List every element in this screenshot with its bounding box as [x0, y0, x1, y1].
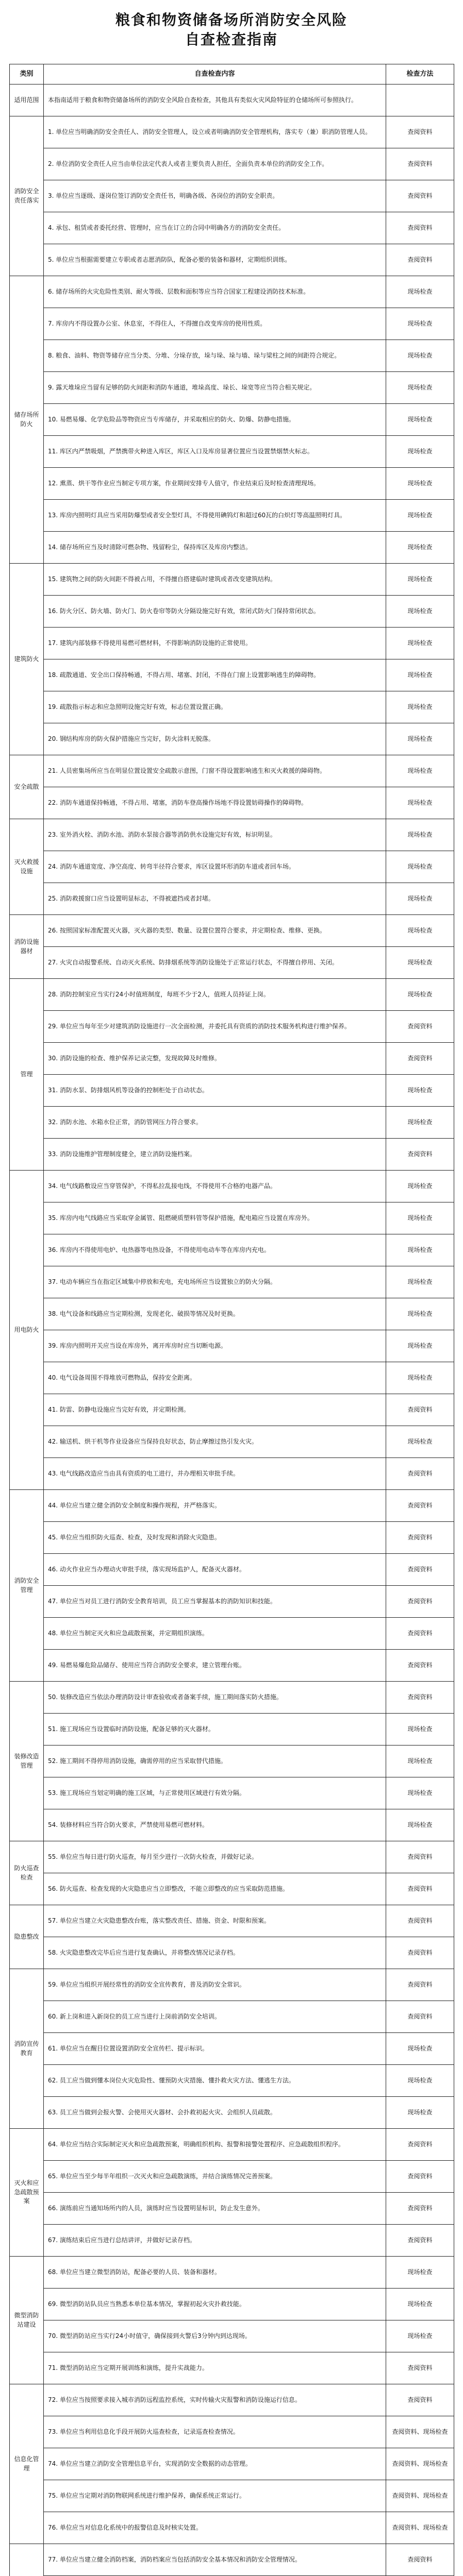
table-row [10, 2065, 454, 2097]
method-cell: 查阅资料 [386, 2352, 454, 2384]
table-row [10, 1490, 454, 1522]
table-row [10, 2097, 454, 2129]
document-title [0, 0, 463, 58]
content-cell: 24. 消防车通道宽度、净空高度、转弯半径符合要求，库区设置环形消防车道或者回车场。 [44, 851, 386, 883]
table-row [10, 404, 454, 436]
table-row [10, 1745, 454, 1777]
table-row [10, 1714, 454, 1745]
table-row [10, 2001, 454, 2033]
table-header-row [10, 64, 454, 84]
table-row [10, 1458, 454, 1490]
content-cell: 5. 单位应当根据需要建立专职或者志愿消防队，配备必要的装备和器材，定期组织训练。 [44, 244, 386, 276]
method-cell [386, 84, 454, 116]
table-body [10, 84, 454, 2576]
table-row [10, 628, 454, 659]
table-row [10, 691, 454, 723]
content-cell: 18. 疏散通道、安全出口保持畅通，不得占用、堵塞、封闭，不得在门窗上设置影响逃生的障碍物。 [44, 659, 386, 691]
table-row [10, 180, 454, 212]
method-cell: 现场检查 [386, 2065, 454, 2097]
table-row [10, 2225, 454, 2257]
content-cell: 45. 单位应当组织防火巡查、检查，及时发现和消除火灾隐患。 [44, 1522, 386, 1554]
content-cell: 10. 易燃易爆、化学危险品等物资应当专库储存，并采取相应的防火、防爆、防静电措施。 [44, 404, 386, 436]
table-row [10, 2129, 454, 2161]
method-cell: 现场检查 [386, 1298, 454, 1330]
content-cell: 38. 电气设备和线路应当定期检测，发现老化、破损等情况及时更换。 [44, 1298, 386, 1330]
content-cell: 69. 微型消防站队员应当熟悉本单位基本情况，掌握初起火灾扑救技能。 [44, 2289, 386, 2320]
table-row [10, 2257, 454, 2289]
category-cell: 隐患整改 [10, 1905, 44, 1969]
method-cell: 查阅资料 [386, 1011, 454, 1043]
method-cell: 查阅资料 [386, 1873, 454, 1905]
content-cell: 25. 消防救援窗口应当设置明显标志，不得被遮挡或者封堵。 [44, 883, 386, 915]
table-row [10, 787, 454, 819]
method-cell: 现场检查 [386, 659, 454, 691]
table-row [10, 1937, 454, 1969]
table-row [10, 212, 454, 244]
table-row [10, 244, 454, 276]
method-cell: 查阅资料 [386, 1139, 454, 1171]
table-row [10, 1234, 454, 1266]
table-row [10, 979, 454, 1011]
content-cell: 43. 电气线路改造应当由具有资质的电工进行，并办理相关审批手续。 [44, 1458, 386, 1490]
method-cell: 查阅资料 [386, 2544, 454, 2576]
table-row [10, 1905, 454, 1937]
table-row [10, 915, 454, 947]
method-cell: 现场检查 [386, 1777, 454, 1809]
method-cell: 现场检查 [386, 2097, 454, 2129]
method-cell: 现场检查 [386, 1426, 454, 1458]
checklist-table [9, 64, 454, 2576]
table-row [10, 755, 454, 787]
content-cell: 30. 消防设施的检查、维护保养记录完整，发现故障及时维修。 [44, 1043, 386, 1075]
table-row [10, 1202, 454, 1234]
table-row [10, 372, 454, 404]
table-row [10, 947, 454, 979]
category-cell: 储存场所防火 [10, 276, 44, 564]
content-cell: 16. 防火分区、防火墙、防火门、防火卷帘等防火分隔设施完好有效，常闭式防火门保持常闭状态。 [44, 596, 386, 628]
table-row [10, 659, 454, 691]
category-cell: 建筑防火 [10, 564, 44, 755]
content-cell: 59. 单位应当组织开展经常性的消防安全宣传教育，普及消防安全常识。 [44, 1969, 386, 2001]
table-row [10, 1330, 454, 1362]
content-cell: 36. 库房内不得使用电炉、电热器等电热设备，不得使用电动车等在库房内充电。 [44, 1234, 386, 1266]
content-cell: 15. 建筑物之间的防火间距不得被占用，不得擅自搭建临时建筑或者改变建筑结构。 [44, 564, 386, 596]
content-cell: 32. 消防水池、水箱水位正常，消防管网压力符合要求。 [44, 1107, 386, 1139]
method-cell: 查阅资料 [386, 2001, 454, 2033]
method-cell: 现场检查 [386, 883, 454, 915]
method-cell: 现场检查 [386, 787, 454, 819]
method-cell: 现场检查 [386, 1107, 454, 1139]
method-cell: 现场检查 [386, 1266, 454, 1298]
content-cell: 33. 消防设施维护管理制度健全，建立消防设施档案。 [44, 1139, 386, 1171]
method-cell: 现场检查 [386, 1714, 454, 1745]
content-cell: 39. 库房内照明开关应当设在库房外，离开库房时应当切断电源。 [44, 1330, 386, 1362]
category-cell: 消防设施器材 [10, 915, 44, 979]
header-method: 检查方法 [386, 64, 454, 84]
content-cell: 72. 单位应当按照要求接入城市消防远程监控系统，实时传输火灾报警和消防设施运行信息。 [44, 2384, 386, 2416]
content-cell: 34. 电气线路敷设应当穿管保护，不得私拉乱接电线，不得使用不合格的电器产品。 [44, 1171, 386, 1202]
table-row [10, 1171, 454, 1202]
table-row [10, 1075, 454, 1107]
method-cell: 查阅资料 [386, 2384, 454, 2416]
content-cell: 73. 单位应当利用信息化手段开展防火巡查检查，记录巡查检查情况。 [44, 2416, 386, 2448]
content-cell: 4. 承包、租赁或者委托经营、管理时，应当在订立的合同中明确各方的消防安全责任。 [44, 212, 386, 244]
table-row [10, 1107, 454, 1139]
method-cell: 查阅资料、现场检查 [386, 2480, 454, 2512]
table-row [10, 1139, 454, 1171]
content-cell: 35. 库房内电气线路应当采取穿金属管、阻燃硬质塑料管等保护措施，配电箱应当设置在库房外。 [44, 1202, 386, 1234]
category-cell: 安全疏散 [10, 755, 44, 819]
content-cell: 3. 单位应当逐级、逐岗位签订消防安全责任书，明确各级、各岗位的消防安全职责。 [44, 180, 386, 212]
method-cell: 现场检查 [386, 1362, 454, 1394]
method-cell: 查阅资料 [386, 1682, 454, 1714]
content-cell: 68. 单位应当建立微型消防站，配备必要的人员、装备和器材。 [44, 2257, 386, 2289]
method-cell: 现场检查 [386, 2033, 454, 2065]
category-cell: 装修改造管理 [10, 1682, 44, 1841]
table-row [10, 2193, 454, 2225]
method-cell: 现场检查 [386, 2257, 454, 2289]
method-cell: 查阅资料 [386, 1841, 454, 1873]
method-cell: 查阅资料 [386, 1043, 454, 1075]
content-cell: 21. 人员密集场所应当在明显位置设置安全疏散示意图，门窗不得设置影响逃生和灭火救援的障碍物。 [44, 755, 386, 787]
content-cell: 42. 输送机、烘干机等作业设备应当保持良好状态，防止摩擦过热引发火灾。 [44, 1426, 386, 1458]
content-cell: 11. 库区内严禁吸烟，严禁携带火种进入库区，库区入口及库房显著位置应当设置禁烟禁火标志。 [44, 436, 386, 468]
method-cell: 现场检查 [386, 276, 454, 308]
header-category: 类别 [10, 64, 44, 84]
content-cell: 23. 室外消火栓、消防水池、消防水泵接合器等消防供水设施完好有效，标识明显。 [44, 819, 386, 851]
content-cell: 41. 防雷、防静电设施应当完好有效，并定期检测。 [44, 1394, 386, 1426]
content-cell: 53. 施工现场应当划定明确的施工区域，与正常使用区域进行有效分隔。 [44, 1777, 386, 1809]
method-cell: 现场检查 [386, 691, 454, 723]
content-cell: 6. 储存场所的火灾危险性类别、耐火等级、层数和面积等应当符合国家工程建设消防技术标准。 [44, 276, 386, 308]
content-cell: 20. 钢结构库房的防火保护措施应当完好，防火涂料无脱落。 [44, 723, 386, 755]
content-cell: 37. 电动车辆应当在指定区域集中停放和充电，充电场所应当设置独立的防火分隔。 [44, 1266, 386, 1298]
method-cell: 查阅资料 [386, 2225, 454, 2257]
method-cell: 现场检查 [386, 468, 454, 500]
method-cell: 现场检查 [386, 1075, 454, 1107]
content-cell: 63. 员工应当做到会报火警、会使用灭火器材、会扑救初起火灾、会组织人员疏散。 [44, 2097, 386, 2129]
content-cell: 22. 消防车通道保持畅通，不得占用、堵塞，消防车登高操作场地不得设置妨碍操作的障碍物。 [44, 787, 386, 819]
method-cell: 查阅资料 [386, 1905, 454, 1937]
method-cell: 查阅资料 [386, 1522, 454, 1554]
table-row [10, 308, 454, 340]
method-cell: 查阅资料、现场检查 [386, 2512, 454, 2544]
table-row [10, 436, 454, 468]
method-cell: 现场检查 [386, 2289, 454, 2320]
method-cell: 查阅资料 [386, 1554, 454, 1586]
method-cell: 查阅资料 [386, 1650, 454, 1682]
content-cell: 17. 建筑内部装修不得使用易燃可燃材料，不得影响消防设施的正常使用。 [44, 628, 386, 659]
category-cell: 消防安全责任落实 [10, 116, 44, 276]
content-cell: 19. 疏散指示标志和应急照明设施完好有效，标志位置设置正确。 [44, 691, 386, 723]
table-row [10, 1554, 454, 1586]
table-row [10, 500, 454, 532]
content-cell: 14. 储存场所应当及时清除可燃杂物、残留粉尘，保持库区及库房内整洁。 [44, 532, 386, 564]
method-cell: 现场检查 [386, 596, 454, 628]
category-cell: 消防安全管理 [10, 1490, 44, 1682]
table-row [10, 1586, 454, 1618]
category-cell: 信息化管理 [10, 2384, 44, 2544]
method-cell: 现场检查 [386, 2320, 454, 2352]
method-cell: 现场检查 [386, 532, 454, 564]
table-row [10, 1841, 454, 1873]
content-cell: 70. 微型消防站应当实行24小时值守，确保接到火警后3分钟内到达现场。 [44, 2320, 386, 2352]
method-cell: 现场检查 [386, 1202, 454, 1234]
table-row [10, 1873, 454, 1905]
header-content: 自查检查内容 [44, 64, 386, 84]
table-row [10, 340, 454, 372]
content-cell: 47. 单位应当对员工进行消防安全教育培训，员工应当掌握基本的消防知识和技能。 [44, 1586, 386, 1618]
category-cell: 适用范围 [10, 84, 44, 116]
method-cell: 查阅资料 [386, 244, 454, 276]
table-row [10, 596, 454, 628]
table-row [10, 851, 454, 883]
table-row [10, 883, 454, 915]
content-cell: 65. 单位应当至少每半年组织一次灭火和应急疏散演练，并结合演练情况完善预案。 [44, 2161, 386, 2193]
table-row [10, 2544, 454, 2576]
method-cell: 现场检查 [386, 1330, 454, 1362]
method-cell: 现场检查 [386, 372, 454, 404]
category-cell: 用电防火 [10, 1171, 44, 1490]
table-row [10, 84, 454, 116]
table-row [10, 532, 454, 564]
method-cell: 查阅资料 [386, 212, 454, 244]
method-cell: 现场检查 [386, 755, 454, 787]
title-line-1: 粮食和物资储备场所消防安全风险 [115, 11, 348, 28]
table-row [10, 1809, 454, 1841]
content-cell: 54. 装修材料应当符合防火要求，严禁使用易燃可燃材料。 [44, 1809, 386, 1841]
table-row [10, 2033, 454, 2065]
content-cell: 52. 施工期间不得停用消防设施，确需停用的应当采取替代措施。 [44, 1745, 386, 1777]
method-cell: 现场检查 [386, 628, 454, 659]
content-cell: 56. 防火巡查、检查发现的火灾隐患应当立即整改，不能立即整改的应当采取防范措施。 [44, 1873, 386, 1905]
content-cell: 49. 易燃易爆危险品储存、使用应当符合消防安全要求，建立管理台账。 [44, 1650, 386, 1682]
method-cell: 现场检查 [386, 1171, 454, 1202]
table-row [10, 2480, 454, 2512]
method-cell: 查阅资料 [386, 1618, 454, 1650]
method-cell: 查阅资料 [386, 1458, 454, 1490]
table-row [10, 116, 454, 148]
table-row [10, 1266, 454, 1298]
table-row [10, 1011, 454, 1043]
table-row [10, 2320, 454, 2352]
category-cell: 消防宣传教育 [10, 1969, 44, 2129]
table-row [10, 819, 454, 851]
method-cell: 查阅资料 [386, 1394, 454, 1426]
table-row [10, 564, 454, 596]
content-cell: 55. 单位应当每日进行防火巡查，每月至少进行一次防火检查，并做好记录。 [44, 1841, 386, 1873]
table-row [10, 723, 454, 755]
content-cell: 本指南适用于粮食和物资储备场所的消防安全风险自查检查，其他具有类似火灾风险特征的仓储场所可参照执行。 [44, 84, 386, 116]
method-cell: 查阅资料 [386, 116, 454, 148]
content-cell: 51. 施工现场应当设置临时消防设施，配备足够的灭火器材。 [44, 1714, 386, 1745]
table-row [10, 1522, 454, 1554]
table-row [10, 1650, 454, 1682]
table-row [10, 276, 454, 308]
content-cell: 71. 微型消防站应当定期开展训练和演练，提升实战能力。 [44, 2352, 386, 2384]
table-row [10, 2512, 454, 2544]
content-cell: 44. 单位应当建立健全消防安全制度和操作规程，并严格落实。 [44, 1490, 386, 1522]
method-cell: 查阅资料、现场检查 [386, 2416, 454, 2448]
method-cell: 现场检查 [386, 979, 454, 1011]
method-cell: 现场检查 [386, 851, 454, 883]
table-row [10, 1426, 454, 1458]
table-row [10, 2161, 454, 2193]
content-cell: 60. 新上岗和进入新岗位的员工应当进行上岗前消防安全培训。 [44, 2001, 386, 2033]
method-cell: 查阅资料 [386, 2193, 454, 2225]
content-cell: 50. 装修改造应当依法办理消防设计审查验收或者备案手续，施工期间落实防火措施。 [44, 1682, 386, 1714]
method-cell: 查阅资料 [386, 2161, 454, 2193]
method-cell: 查阅资料 [386, 2129, 454, 2161]
method-cell: 现场检查 [386, 1809, 454, 1841]
table-row [10, 1618, 454, 1650]
method-cell: 现场检查 [386, 340, 454, 372]
method-cell: 查阅资料 [386, 1490, 454, 1522]
content-cell: 67. 演练结束后应当进行总结讲评，并做好记录存档。 [44, 2225, 386, 2257]
table-row [10, 1394, 454, 1426]
content-cell: 77. 单位应当建立健全消防档案，消防档案应当包括消防安全基本情况和消防安全管理情况。 [44, 2544, 386, 2576]
method-cell: 查阅资料 [386, 148, 454, 180]
content-cell: 62. 员工应当做到懂本岗位火灾危险性、懂预防火灾措施、懂扑救火灾方法、懂逃生方法。 [44, 2065, 386, 2097]
content-cell: 46. 动火作业应当办理动火审批手续，落实现场监护人，配备灭火器材。 [44, 1554, 386, 1586]
method-cell: 现场检查 [386, 1745, 454, 1777]
method-cell: 查阅资料、现场检查 [386, 2448, 454, 2480]
content-cell: 13. 库房内照明灯具应当采用防爆型或者安全型灯具，不得使用碘钨灯和超过60瓦的白炽灯等高温照明灯具。 [44, 500, 386, 532]
method-cell: 查阅资料 [386, 1969, 454, 2001]
table-row [10, 2416, 454, 2448]
method-cell: 现场检查 [386, 436, 454, 468]
content-cell: 48. 单位应当制定灭火和应急疏散预案，并定期组织演练。 [44, 1618, 386, 1650]
method-cell: 现场检查 [386, 819, 454, 851]
table-row [10, 148, 454, 180]
content-cell: 76. 单位应当对信息化系统中的报警信息及时核实处置。 [44, 2512, 386, 2544]
method-cell: 现场检查 [386, 947, 454, 979]
method-cell: 现场检查 [386, 1234, 454, 1266]
category-cell [10, 2544, 44, 2576]
table-row [10, 2448, 454, 2480]
method-cell: 查阅资料 [386, 180, 454, 212]
table-row [10, 1777, 454, 1809]
content-cell: 7. 库房内不得设置办公室、休息室，不得住人，不得擅自改变库房的使用性质。 [44, 308, 386, 340]
table-row [10, 2384, 454, 2416]
table-row [10, 2352, 454, 2384]
content-cell: 27. 火灾自动报警系统、自动灭火系统、防排烟系统等消防设施处于正常运行状态，不得擅自停用、关闭。 [44, 947, 386, 979]
category-cell: 防火巡查检查 [10, 1841, 44, 1905]
content-cell: 26. 按照国家标准配置灭火器，灭火器的类型、数量、设置位置符合要求，并定期检查、维修、更换。 [44, 915, 386, 947]
content-cell: 2. 单位消防安全责任人应当由单位法定代表人或者主要负责人担任，全面负责本单位的消防安全工作。 [44, 148, 386, 180]
method-cell: 现场检查 [386, 723, 454, 755]
table-row [10, 1362, 454, 1394]
content-cell: 61. 单位应当在醒目位置设置消防安全宣传栏、提示标识。 [44, 2033, 386, 2065]
category-cell: 管理 [10, 979, 44, 1171]
content-cell: 8. 粮食、油料、物资等储存应当分类、分堆、分垛存放，垛与垛、垛与墙、垛与梁柱之间的间距符合规定。 [44, 340, 386, 372]
table-row [10, 1298, 454, 1330]
content-cell: 66. 演练前应当通知场所内的人员，演练时应当设置明显标识，防止发生意外。 [44, 2193, 386, 2225]
content-cell: 40. 电气设备周围不得堆放可燃物品，保持安全距离。 [44, 1362, 386, 1394]
content-cell: 28. 消防控制室应当实行24小时值班制度，每班不少于2人，值班人员持证上岗。 [44, 979, 386, 1011]
method-cell: 现场检查 [386, 915, 454, 947]
method-cell: 查阅资料 [386, 1937, 454, 1969]
method-cell: 现场检查 [386, 308, 454, 340]
content-cell: 64. 单位应当结合实际制定灭火和应急疏散预案，明确组织机构、报警和接警处置程序、应急疏散组织程序。 [44, 2129, 386, 2161]
content-cell: 1. 单位应当明确消防安全责任人、消防安全管理人，设立或者明确消防安全管理机构，落实专（兼）职消防管理人员。 [44, 116, 386, 148]
content-cell: 9. 露天堆垛应当留有足够的防火间距和消防车通道，堆垛高度、垛长、垛宽等应当符合相关规定。 [44, 372, 386, 404]
table-row [10, 2289, 454, 2320]
method-cell: 现场检查 [386, 500, 454, 532]
category-cell: 灭火和应急疏散预案 [10, 2129, 44, 2257]
method-cell: 现场检查 [386, 404, 454, 436]
content-cell: 75. 单位应当定期对消防物联网系统进行维护保养，确保系统正常运行。 [44, 2480, 386, 2512]
content-cell: 58. 火灾隐患整改完毕后应当进行复查确认，并将整改情况记录存档。 [44, 1937, 386, 1969]
content-cell: 29. 单位应当每年至少对建筑消防设施进行一次全面检测，并委托具有资质的消防技术服务机构进行维护保养。 [44, 1011, 386, 1043]
table-row [10, 1043, 454, 1075]
content-cell: 12. 熏蒸、烘干等作业应当制定专项方案，作业期间安排专人值守，作业结束后及时检查清理现场。 [44, 468, 386, 500]
category-cell: 微型消防站建设 [10, 2257, 44, 2384]
table-row [10, 468, 454, 500]
table-row [10, 1682, 454, 1714]
title-line-2: 自查检查指南 [185, 31, 278, 48]
content-cell: 74. 单位应当建立消防安全管理信息平台，实现消防安全数据的动态管理。 [44, 2448, 386, 2480]
method-cell: 现场检查 [386, 564, 454, 596]
content-cell: 31. 消防水泵、防排烟风机等设备的控制柜处于自动状态。 [44, 1075, 386, 1107]
method-cell: 查阅资料 [386, 1586, 454, 1618]
content-cell: 57. 单位应当建立火灾隐患整改台账，落实整改责任、措施、资金、时限和预案。 [44, 1905, 386, 1937]
table-row [10, 1969, 454, 2001]
category-cell: 灭火救援设施 [10, 819, 44, 915]
